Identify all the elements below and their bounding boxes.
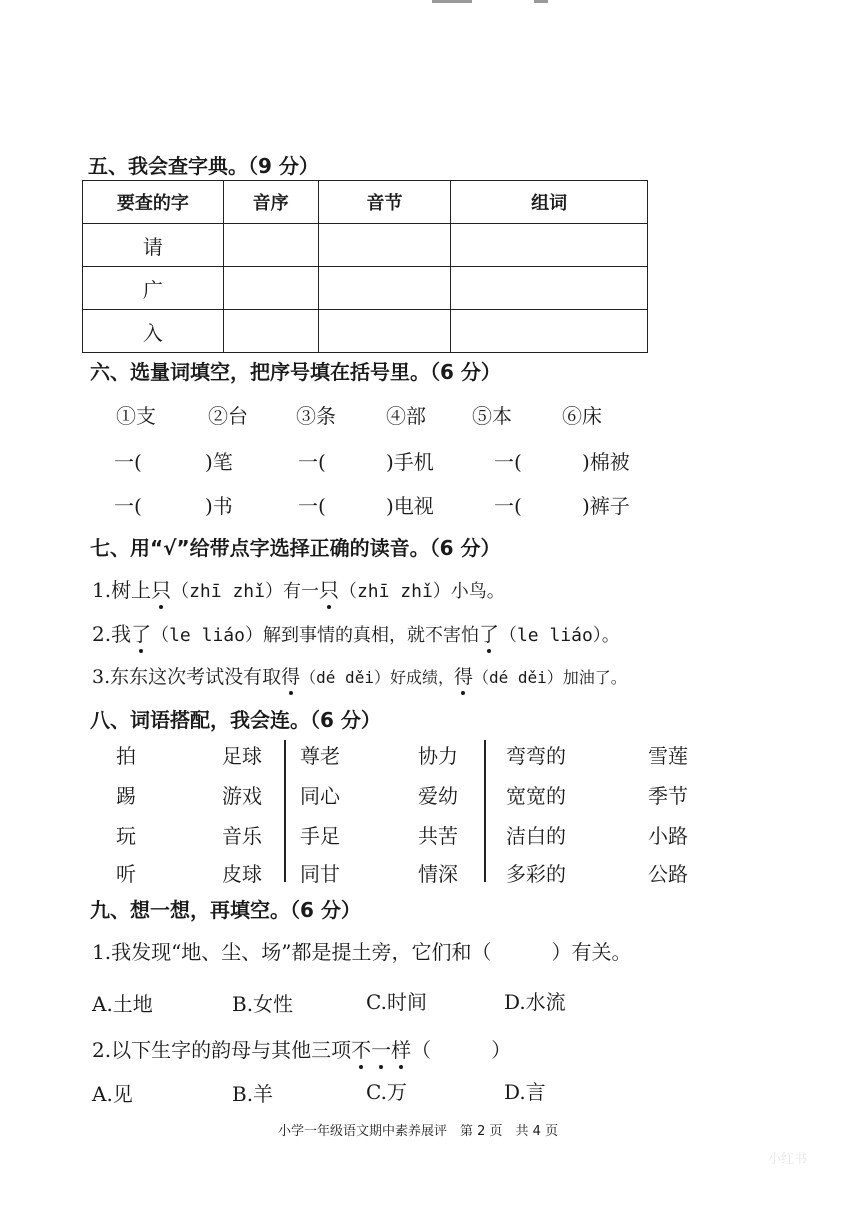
match-word[interactable]: 多彩的 (506, 862, 566, 886)
section-7-title: 七、用“√”给带点字选择正确的读音。（6 分） (90, 536, 501, 560)
answer-option[interactable]: C.万 (366, 1080, 407, 1104)
pinyin-choice[interactable]: （dé děi）加油了。 (472, 668, 627, 687)
option: ⑥床 (562, 404, 602, 428)
lookup-char: 广 (83, 267, 224, 310)
column-divider (484, 740, 486, 882)
match-word[interactable]: 宽宽的 (506, 784, 566, 808)
match-word[interactable]: 拍 (116, 744, 136, 768)
match-word[interactable]: 音乐 (222, 824, 262, 848)
pinyin-choice[interactable]: （le liáo）解到事情的真相，就不害怕 (151, 625, 479, 646)
question-9-1: 1.我发现“地、尘、场”都是提土旁，它们和（ ）有关。 (92, 940, 632, 964)
text: 1.树上 (92, 578, 152, 602)
dotted-char: 只 (151, 578, 172, 602)
match-word[interactable]: 同甘 (300, 862, 340, 886)
watermark: 小红书 (768, 1152, 808, 1167)
match-word[interactable]: 踢 (116, 784, 136, 808)
match-word[interactable]: 爱幼 (418, 784, 458, 808)
dotted-char: 一 (371, 1038, 392, 1062)
dotted-char: 样 (391, 1038, 412, 1062)
match-word[interactable]: 游戏 (222, 784, 262, 808)
blank-open[interactable]: 一( (114, 450, 142, 474)
blank-noun: )手机 (386, 450, 434, 474)
answer-cell[interactable] (318, 310, 451, 353)
answer-option[interactable]: A.土地 (92, 992, 153, 1016)
option: ①支 (116, 404, 156, 428)
pinyin-choice[interactable]: （zhī zhǐ）有一 (171, 581, 319, 602)
match-word[interactable]: 手足 (300, 824, 340, 848)
answer-cell[interactable] (318, 267, 451, 310)
pinyin-choice[interactable]: （le liáo）。 (498, 625, 620, 646)
dictionary-table (82, 180, 648, 353)
blank-open[interactable]: 一( (494, 450, 522, 474)
text: 3.东东这次考试没有取 (92, 666, 282, 688)
match-word[interactable]: 公路 (648, 862, 688, 886)
answer-option[interactable]: D.言 (504, 1080, 546, 1104)
blank-open[interactable]: 一( (298, 450, 326, 474)
blank-open[interactable]: 一( (298, 494, 326, 518)
answer-option[interactable]: D.水流 (504, 990, 566, 1014)
blank-noun: )裤子 (582, 494, 630, 518)
question-9-2 (92, 1034, 511, 1063)
table-header: 组词 (451, 181, 648, 224)
answer-cell[interactable] (451, 267, 648, 310)
blank-noun: )笔 (205, 450, 233, 474)
table-row (83, 267, 648, 310)
answer-option[interactable]: B.羊 (232, 1082, 274, 1106)
dotted-char: 了 (478, 622, 499, 646)
match-word[interactable]: 协力 (418, 744, 458, 768)
scan-mark (534, 0, 548, 3)
answer-cell[interactable] (223, 310, 318, 353)
match-word[interactable]: 季节 (648, 784, 688, 808)
table-header: 要查的字 (83, 181, 224, 224)
match-word[interactable]: 皮球 (222, 862, 262, 886)
question-7-2 (92, 618, 620, 647)
page-footer: 小学一年级语文期中素养展评 第 2 页 共 4 页 (278, 1124, 559, 1139)
answer-cell[interactable] (223, 267, 318, 310)
dotted-char: 了 (131, 622, 152, 646)
pinyin-choice[interactable]: （zhī zhǐ）小鸟。 (338, 581, 505, 602)
blank-open[interactable]: 一( (494, 494, 522, 518)
match-word[interactable]: 雪莲 (648, 744, 688, 768)
question-7-3 (92, 662, 627, 689)
match-word[interactable]: 小路 (648, 824, 688, 848)
scan-mark (432, 0, 472, 3)
match-word[interactable]: 洁白的 (506, 824, 566, 848)
dotted-char: 不 (351, 1038, 372, 1062)
option: ⑤本 (472, 404, 512, 428)
text: 2.以下生字的韵母与其他三项 (92, 1038, 352, 1062)
blank-noun: )棉被 (582, 450, 630, 474)
match-word[interactable]: 足球 (222, 744, 262, 768)
answer-cell[interactable] (223, 224, 318, 267)
pinyin-choice[interactable]: （dé děi）好成绩， (300, 668, 454, 687)
answer-cell[interactable] (451, 310, 648, 353)
answer-cell[interactable] (318, 224, 451, 267)
table-row (83, 224, 648, 267)
section-9-title: 九、想一想，再填空。（6 分） (90, 898, 361, 922)
answer-option[interactable]: C.时间 (366, 990, 427, 1014)
blank-open[interactable]: 一( (114, 494, 142, 518)
match-word[interactable]: 情深 (418, 862, 458, 886)
section-5-title: 五、我会查字典。（9 分） (88, 154, 319, 178)
match-word[interactable]: 同心 (300, 784, 340, 808)
section-6-title: 六、选量词填空，把序号填在括号里。（6 分） (90, 360, 501, 384)
answer-blank[interactable]: （ ） (411, 1038, 512, 1062)
dotted-char: 得 (453, 666, 473, 688)
lookup-char: 入 (83, 310, 224, 353)
match-word[interactable]: 听 (116, 862, 136, 886)
column-divider (284, 740, 286, 882)
table-row (83, 310, 648, 353)
match-word[interactable]: 玩 (116, 824, 136, 848)
option: ④部 (386, 404, 426, 428)
answer-option[interactable]: B.女性 (232, 992, 294, 1016)
match-word[interactable]: 共苦 (418, 824, 458, 848)
blank-noun: )电视 (386, 494, 434, 518)
blank-noun: )书 (205, 494, 233, 518)
question-7-1 (92, 574, 505, 603)
table-header: 音序 (223, 181, 318, 224)
answer-option[interactable]: A.见 (92, 1082, 133, 1106)
table-header: 音节 (318, 181, 451, 224)
match-word[interactable]: 弯弯的 (506, 744, 566, 768)
text: 2.我 (92, 622, 132, 646)
lookup-char: 请 (83, 224, 224, 267)
option: ③条 (296, 404, 336, 428)
section-8-title: 八、词语搭配，我会连。（6 分） (90, 708, 381, 732)
dotted-char: 得 (281, 666, 301, 688)
answer-cell[interactable] (451, 224, 648, 267)
match-word[interactable]: 尊老 (300, 744, 340, 768)
dotted-char: 只 (318, 578, 339, 602)
option: ②台 (208, 404, 248, 428)
